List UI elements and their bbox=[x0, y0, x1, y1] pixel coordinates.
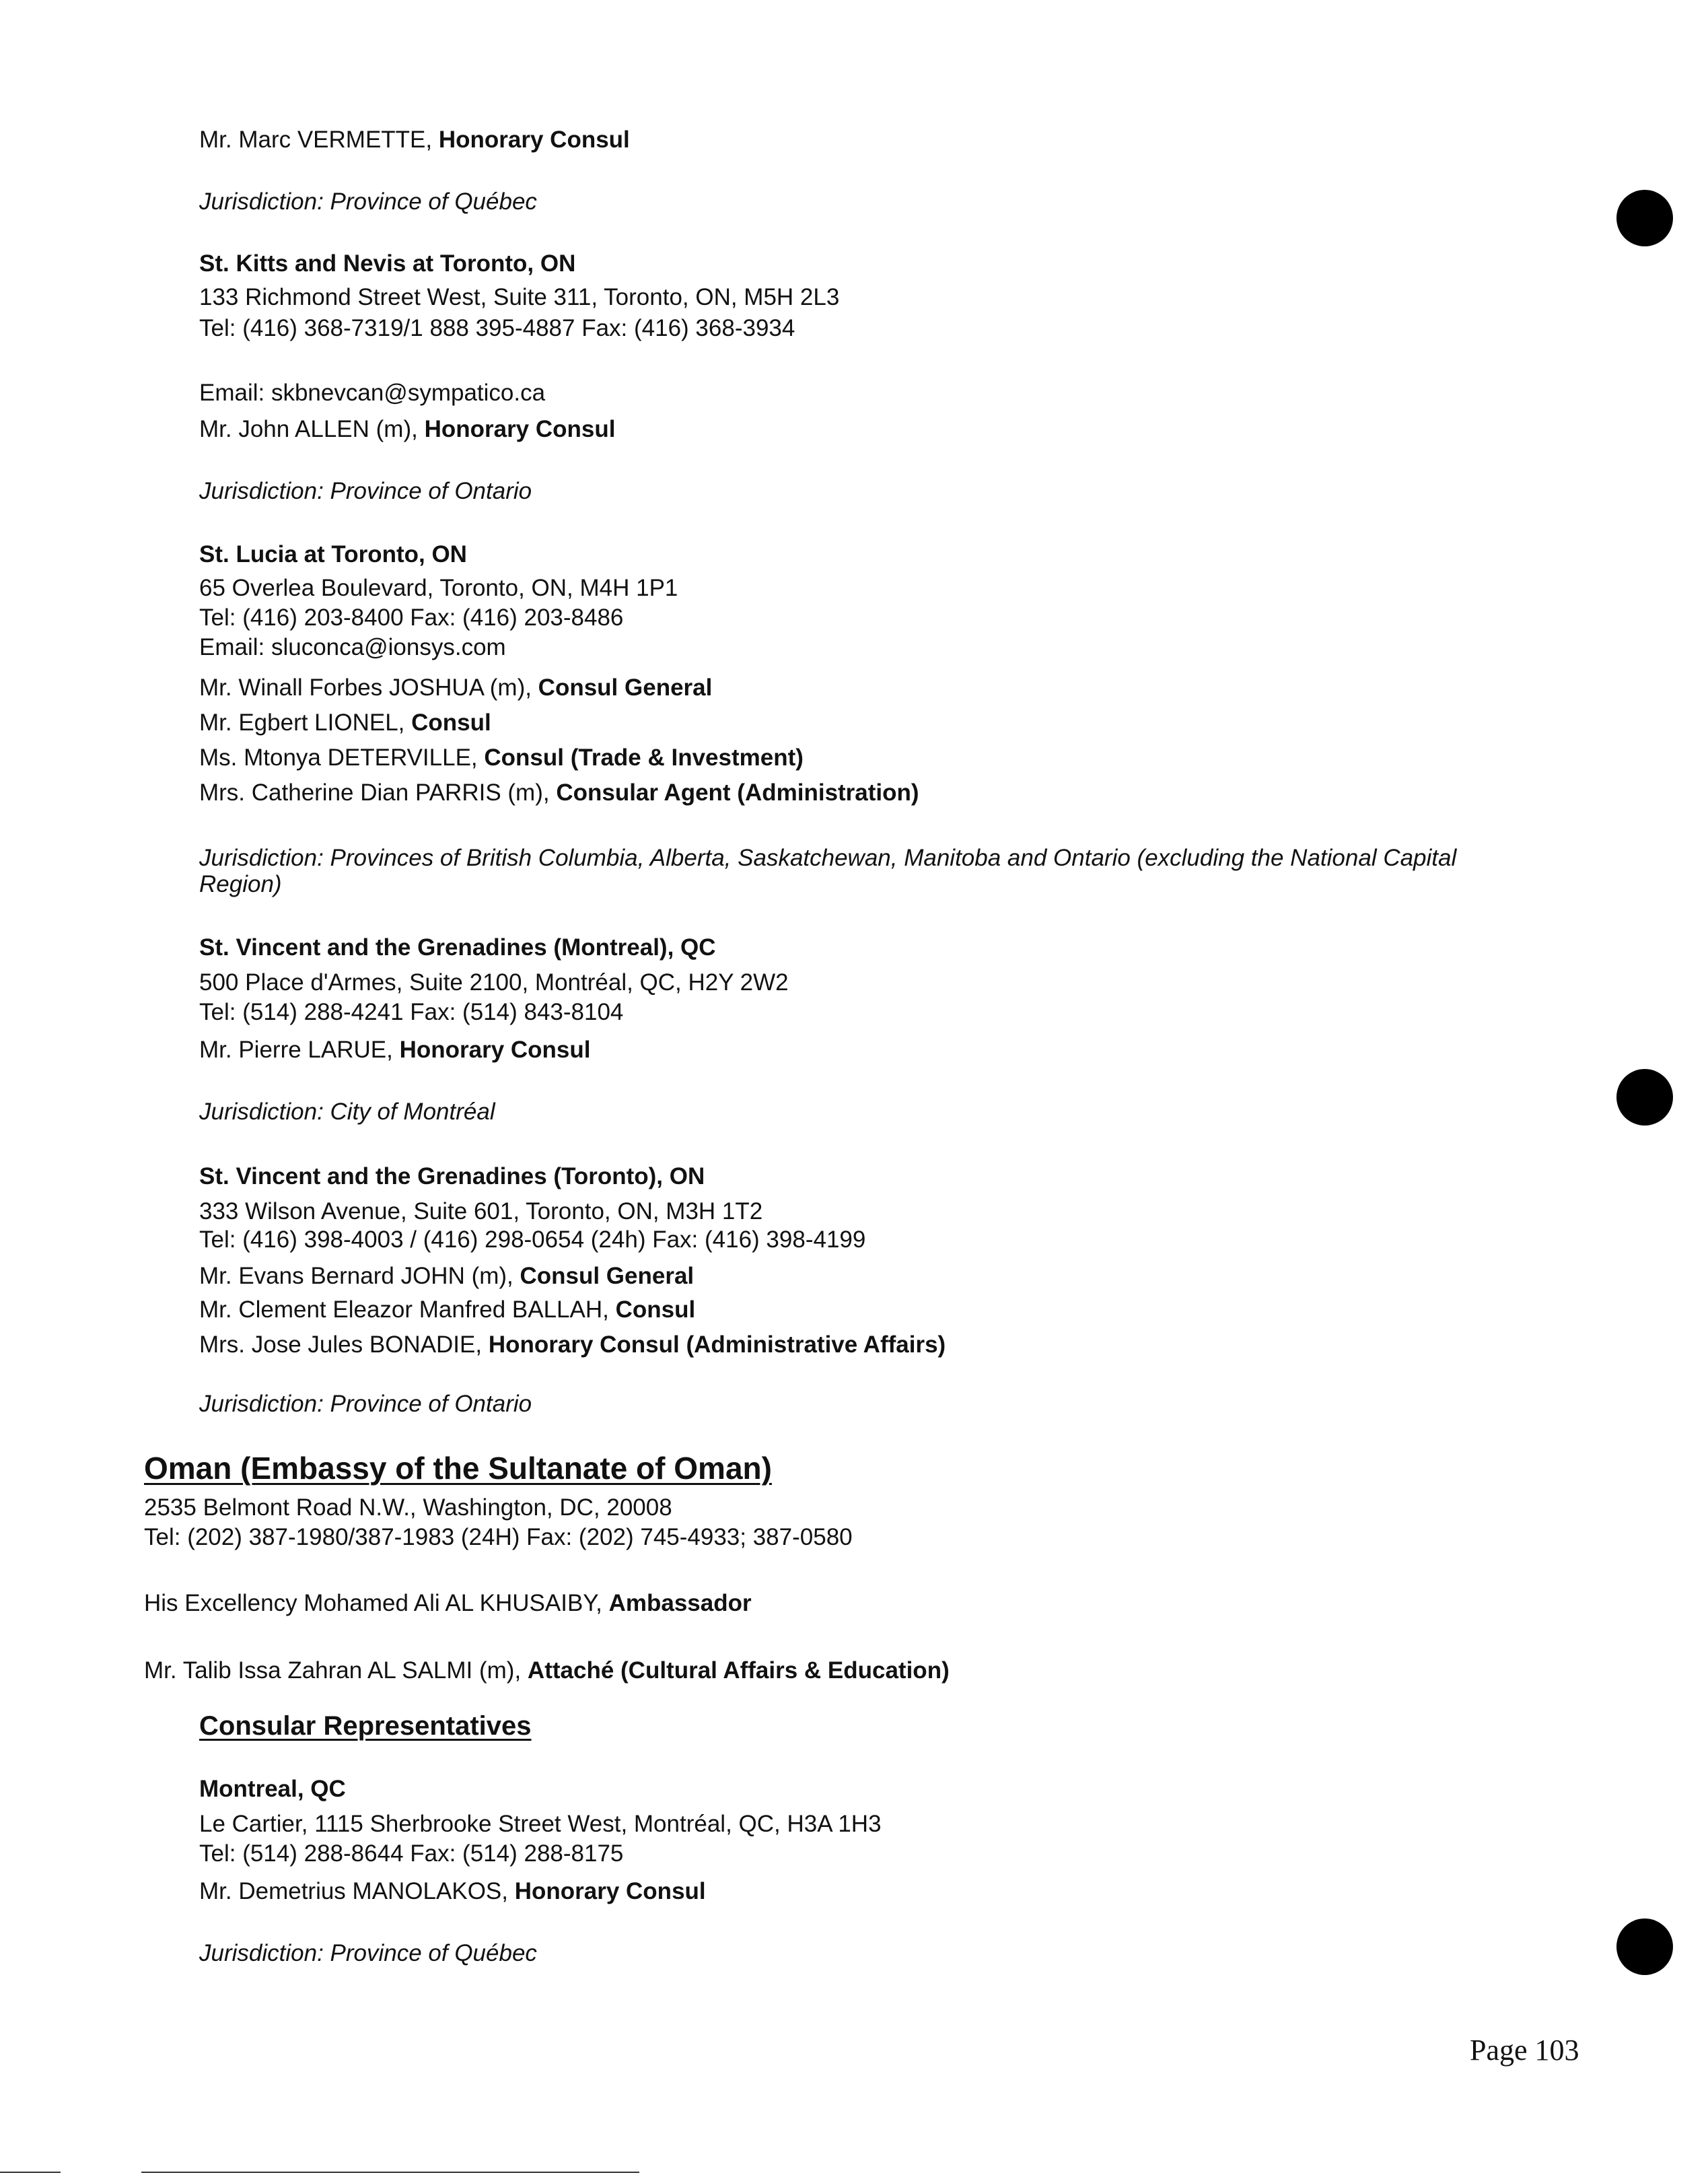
person-title: Honorary Consul (Administrative Affairs) bbox=[488, 1331, 946, 1358]
punch-hole-icon bbox=[1616, 1918, 1673, 1975]
person-title: Consul bbox=[411, 710, 491, 736]
person-name: His Excellency Mohamed Ali AL KHUSAIBY, bbox=[144, 1590, 609, 1616]
person-title: Ambassador bbox=[608, 1590, 752, 1616]
address: 65 Overlea Boulevard, Toronto, ON, M4H 1P1 bbox=[199, 575, 678, 601]
person-title: Consul (Trade & Investment) bbox=[484, 745, 804, 771]
jurisdiction: Jurisdiction: City of Montréal bbox=[199, 1099, 495, 1125]
phone-fax: Tel: (202) 387-1980/387-1983 (24H) Fax: (202) 745-4933; 387-0580 bbox=[144, 1524, 853, 1550]
scan-rule bbox=[141, 2172, 639, 2173]
person-name: Mr. Evans Bernard JOHN (m), bbox=[199, 1263, 520, 1289]
person-title: Consul bbox=[615, 1296, 696, 1323]
consul-line bbox=[199, 1879, 706, 1903]
scan-rule bbox=[0, 2172, 61, 2173]
phone-fax: Tel: (416) 398-4003 / (416) 298-0654 (24h) Fax: (416) 398-4199 bbox=[199, 1226, 866, 1253]
mission-heading: Montreal, QC bbox=[199, 1776, 346, 1802]
person-title: Honorary Consul bbox=[424, 416, 616, 442]
phone-fax: Tel: (416) 203-8400 Fax: (416) 203-8486 bbox=[199, 604, 624, 631]
person-title: Consular Agent (Administration) bbox=[556, 780, 919, 806]
consul-line bbox=[199, 1333, 946, 1356]
person-name: Mr. Winall Forbes JOSHUA (m), bbox=[199, 675, 538, 701]
email: Email: sluconca@ionsys.com bbox=[199, 634, 506, 660]
mission-heading: St. Kitts and Nevis at Toronto, ON bbox=[199, 250, 576, 277]
person-name: Mrs. Catherine Dian PARRIS (m), bbox=[199, 780, 557, 806]
mission-heading: St. Vincent and the Grenadines (Toronto), ON bbox=[199, 1163, 705, 1189]
person-name: Mr. Pierre LARUE, bbox=[199, 1037, 400, 1063]
consul-line bbox=[199, 711, 491, 734]
phone-fax: Tel: (514) 288-4241 Fax: (514) 843-8104 bbox=[199, 999, 624, 1025]
punch-hole-icon bbox=[1616, 190, 1673, 246]
jurisdiction: Jurisdiction: Provinces of British Columbia, Alberta, Saskatchewan, Manitoba and Ontario (excluding the National Capital Region) bbox=[199, 845, 1457, 897]
person-name: Mr. Clement Eleazor Manfred BALLAH, bbox=[199, 1296, 616, 1323]
consul-line bbox=[199, 1038, 591, 1062]
phone-fax: Tel: (416) 368-7319/1 888 395-4887 Fax: (416) 368-3934 bbox=[199, 315, 795, 341]
consul-line bbox=[199, 781, 919, 804]
person-title: Honorary Consul bbox=[438, 127, 630, 153]
person-name: Mr. Talib Issa Zahran AL SALMI (m), bbox=[144, 1657, 528, 1684]
address: 133 Richmond Street West, Suite 311, Toronto, ON, M5H 2L3 bbox=[199, 284, 840, 310]
person-title: Consul General bbox=[520, 1263, 695, 1289]
person-name: Mr. Marc VERMETTE, bbox=[199, 127, 439, 153]
person-name: Mr. Egbert LIONEL, bbox=[199, 710, 412, 736]
person-title: Honorary Consul bbox=[399, 1037, 591, 1063]
country-heading: Oman (Embassy of the Sultanate of Oman) bbox=[144, 1451, 772, 1486]
person-title: Attaché (Cultural Affairs & Education) bbox=[527, 1657, 950, 1684]
page-number: Page 103 bbox=[1470, 2034, 1579, 2067]
jurisdiction: Jurisdiction: Province of Ontario bbox=[199, 1391, 532, 1417]
person-title: Honorary Consul bbox=[514, 1878, 706, 1904]
person-name: Mr. John ALLEN (m), bbox=[199, 416, 425, 442]
phone-fax: Tel: (514) 288-8644 Fax: (514) 288-8175 bbox=[199, 1840, 624, 1867]
consul-line bbox=[199, 1264, 694, 1288]
person-title: Consul General bbox=[538, 675, 713, 701]
consul-line bbox=[199, 676, 712, 699]
jurisdiction: Jurisdiction: Province of Québec bbox=[199, 1940, 537, 1966]
consul-line bbox=[199, 1298, 695, 1321]
jurisdiction: Jurisdiction: Province of Québec bbox=[199, 188, 537, 215]
mission-heading: St. Vincent and the Grenadines (Montreal), QC bbox=[199, 934, 716, 961]
consul-line bbox=[199, 417, 615, 441]
address: Le Cartier, 1115 Sherbrooke Street West, Montréal, QC, H3A 1H3 bbox=[199, 1811, 882, 1837]
person-name: Mr. Demetrius MANOLAKOS, bbox=[199, 1878, 515, 1904]
consul-line bbox=[199, 128, 630, 151]
address: 333 Wilson Avenue, Suite 601, Toronto, ON, M3H 1T2 bbox=[199, 1198, 763, 1224]
person-name: Ms. Mtonya DETERVILLE, bbox=[199, 745, 485, 771]
section-heading: Consular Representatives bbox=[199, 1711, 532, 1741]
address: 500 Place d'Armes, Suite 2100, Montréal, QC, H2Y 2W2 bbox=[199, 969, 789, 996]
consul-line bbox=[199, 746, 804, 769]
jurisdiction: Jurisdiction: Province of Ontario bbox=[199, 478, 532, 504]
email: Email: skbnevcan@sympatico.ca bbox=[199, 380, 546, 406]
ambassador-line bbox=[144, 1591, 752, 1615]
punch-hole-icon bbox=[1616, 1069, 1673, 1126]
attache-line bbox=[144, 1659, 950, 1682]
address: 2535 Belmont Road N.W., Washington, DC, 20008 bbox=[144, 1494, 672, 1521]
person-name: Mrs. Jose Jules BONADIE, bbox=[199, 1331, 489, 1358]
mission-heading: St. Lucia at Toronto, ON bbox=[199, 541, 467, 567]
